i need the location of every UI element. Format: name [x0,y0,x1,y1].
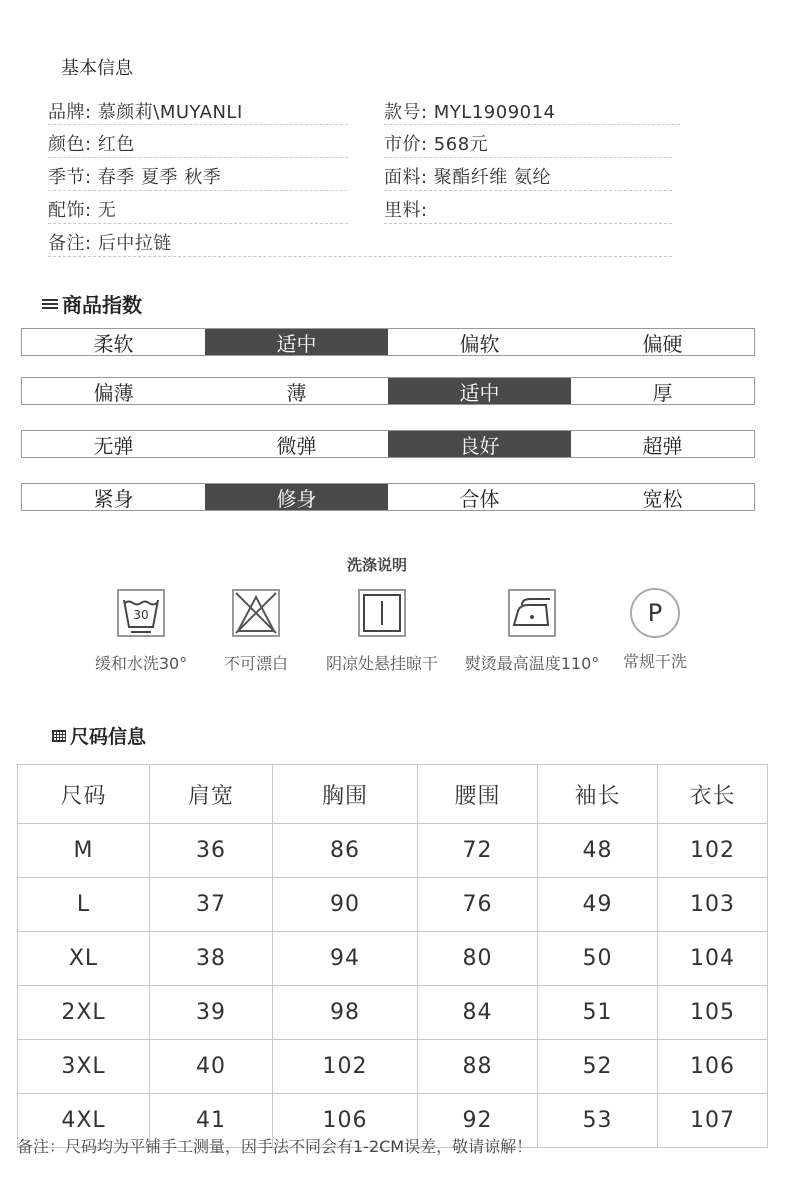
table-cell: 80 [418,932,538,986]
product-index-label: 商品指数 [62,293,142,317]
wash-label: 不可漂白 [223,654,288,673]
size-note: 备注：尺码均为平铺手工测量，因手法不同会有1-2CM误差，敬请谅解！ [17,1137,533,1156]
index-option: 微弹 [276,433,317,458]
table-cell: 102 [658,824,768,878]
table-cell: 41 [150,1094,273,1148]
washing-title: 洗涤说明 [347,556,408,574]
table-cell: XL [18,932,150,986]
list-icon [42,298,58,310]
wash-30-icon [117,589,165,637]
dry-clean-icon [629,587,681,639]
table-cell: M [18,824,150,878]
table-cell: 98 [273,986,418,1040]
index-option: 柔软 [93,331,134,356]
iron-low-icon [508,589,556,637]
wash-item [460,589,604,674]
wash-item [615,587,695,672]
table-cell: 3XL [18,1040,150,1094]
index-option: 超弹 [642,433,683,458]
table-cell: 90 [273,878,418,932]
table-cell: 39 [150,986,273,1040]
table-row [18,986,768,1040]
table-cell: 76 [418,878,538,932]
table-cell: 103 [658,878,768,932]
header-length: 衣长 [658,765,768,824]
size-info-label: 尺码信息 [70,726,147,748]
size-info-title [52,722,146,749]
table-cell: 52 [538,1040,658,1094]
header-waist: 腰围 [418,765,538,824]
table-header-row [18,765,768,824]
divider [384,190,672,191]
info-accessory: 配饰: 无 [48,200,117,221]
svg-text:30: 30 [133,608,149,622]
index-option: 薄 [286,380,307,405]
wash-item [319,589,445,674]
header-size: 尺码 [18,765,150,824]
index-option: 偏软 [459,331,500,356]
info-price: 市价: 568元 [384,134,489,155]
info-fabric: 面料: 聚酯纤维 氨纶 [384,167,552,188]
table-cell: 36 [150,824,273,878]
no-bleach-icon [232,589,280,637]
wash-item [93,589,189,674]
table-cell: 102 [273,1040,418,1094]
index-option: 紧身 [93,486,134,511]
table-cell: 37 [150,878,273,932]
table-cell: 4XL [18,1094,150,1148]
index-option: 偏薄 [93,380,134,405]
table-cell: 50 [538,932,658,986]
grid-icon [52,730,66,742]
wash-label: 阴凉处悬挂晾干 [325,654,438,673]
svg-text:P: P [647,599,663,627]
divider [48,124,348,125]
index-row-thickness [21,377,755,405]
divider [48,157,348,158]
header-chest: 胸围 [273,765,418,824]
table-cell: 106 [273,1094,418,1148]
table-row [18,1040,768,1094]
wash-label: 常规干洗 [622,652,687,671]
index-option: 偏硬 [642,331,683,356]
divider [384,223,672,224]
wash-label: 熨烫最高温度110° [464,654,600,673]
table-cell: 104 [658,932,768,986]
table-cell: 86 [273,824,418,878]
info-season: 季节: 春季 夏季 秋季 [48,167,222,188]
index-option: 良好 [388,431,571,457]
divider [384,157,672,158]
index-option: 厚 [652,380,673,405]
table-cell: 2XL [18,986,150,1040]
divider [384,124,680,125]
info-brand: 品牌: 慕颜莉\MUYANLI [48,102,243,123]
line-dry-shade-icon [358,589,406,637]
table-cell: 88 [418,1040,538,1094]
table-cell: 72 [418,824,538,878]
info-remark: 备注: 后中拉链 [48,233,172,254]
table-cell: 84 [418,986,538,1040]
table-cell: 107 [658,1094,768,1148]
table-cell: 105 [658,986,768,1040]
table-cell: 94 [273,932,418,986]
table-cell: 40 [150,1040,273,1094]
wash-item [212,589,300,674]
size-table [17,764,768,1148]
header-sleeve: 袖长 [538,765,658,824]
index-row-fit [21,483,755,511]
divider [48,256,672,257]
divider [48,190,348,191]
table-cell: L [18,878,150,932]
product-index-title [42,289,142,318]
table-cell: 38 [150,932,273,986]
table-row [18,932,768,986]
info-lining: 里料: [384,200,428,221]
table-row [18,824,768,878]
index-option: 宽松 [642,486,683,511]
info-style-no: 款号: MYL1909014 [384,102,556,123]
table-cell: 48 [538,824,658,878]
table-cell: 53 [538,1094,658,1148]
info-color: 颜色: 红色 [48,134,135,155]
index-option: 修身 [205,484,388,510]
table-cell: 92 [418,1094,538,1148]
table-cell: 106 [658,1040,768,1094]
index-option: 无弹 [93,433,134,458]
index-option: 适中 [388,378,571,404]
index-option: 合体 [459,486,500,511]
table-cell: 51 [538,986,658,1040]
index-row-softness [21,328,755,356]
wash-label: 缓和水洗30° [94,654,188,673]
divider [48,223,348,224]
index-row-elasticity [21,430,755,458]
index-option: 适中 [205,329,388,355]
table-cell: 49 [538,878,658,932]
table-row [18,878,768,932]
header-shoulder: 肩宽 [150,765,273,824]
basic-info-title: 基本信息 [61,58,133,79]
